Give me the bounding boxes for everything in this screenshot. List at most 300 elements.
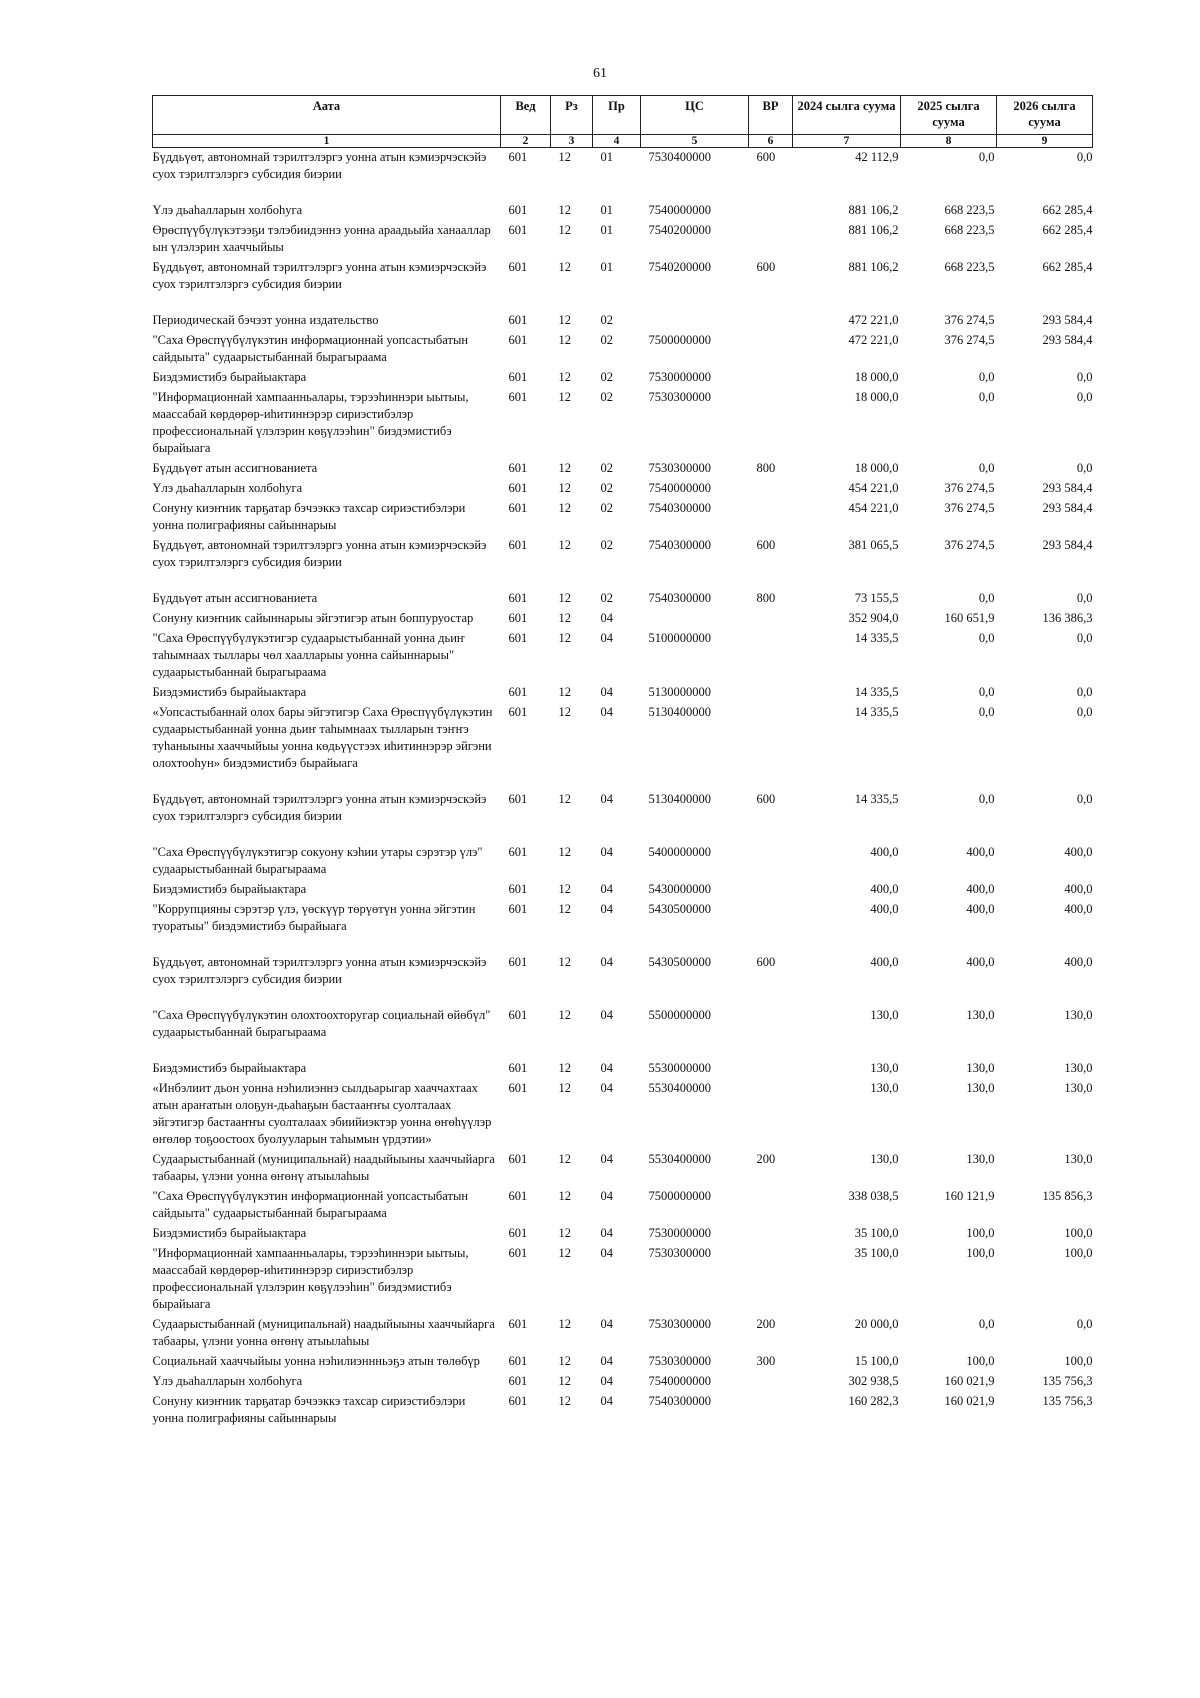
row-cs: 7530000000 (648, 1226, 711, 1240)
row-vr (749, 843, 793, 880)
row-rz: 12 (558, 1374, 571, 1388)
row-amount-2025: 0,0 (978, 1317, 995, 1331)
row-ved: 601 (508, 260, 528, 274)
row-amount-2024: 400,0 (870, 955, 899, 969)
row-amount-2025: 0,0 (978, 705, 995, 719)
row-pr: 04 (600, 1081, 613, 1095)
row-rz: 12 (558, 1394, 571, 1408)
row-rz: 12 (558, 1008, 571, 1022)
row-amount-2026: 100,0 (1064, 1226, 1093, 1240)
row-vr (749, 629, 793, 683)
row-ved: 601 (508, 1226, 528, 1240)
row-ved: 601 (508, 955, 528, 969)
row-amount-2026: 130,0 (1064, 1081, 1093, 1095)
row-ved: 601 (508, 1374, 528, 1388)
row-cs: 7540300000 (648, 538, 711, 552)
row-amount-2024: 130,0 (870, 1152, 899, 1166)
row-pr: 02 (600, 538, 613, 552)
column-number: 7 (793, 135, 901, 148)
row-vr: 600 (756, 150, 776, 164)
row-amount-2025: 0,0 (978, 685, 995, 699)
row-ved: 601 (508, 313, 528, 327)
row-amount-2025: 0,0 (978, 792, 995, 806)
row-rz: 12 (558, 538, 571, 552)
row-cs: 7530400000 (648, 150, 711, 164)
table-row (153, 790, 1093, 843)
row-rz: 12 (558, 1152, 571, 1166)
row-amount-2024: 35 100,0 (854, 1226, 899, 1240)
row-amount-2026: 100,0 (1064, 1246, 1093, 1260)
row-vr (749, 499, 793, 536)
table-row (153, 589, 1093, 609)
row-amount-2026: 0,0 (1076, 370, 1093, 384)
row-amount-2024: 472 221,0 (848, 313, 899, 327)
row-amount-2025: 0,0 (978, 370, 995, 384)
row-rz: 12 (558, 501, 571, 515)
row-cs: 5130000000 (648, 685, 711, 699)
row-amount-2026: 136 386,3 (1042, 611, 1093, 625)
row-amount-2025: 160 021,9 (944, 1374, 995, 1388)
row-amount-2026: 0,0 (1076, 705, 1093, 719)
row-amount-2024: 472 221,0 (848, 333, 899, 347)
row-amount-2025: 160 121,9 (944, 1189, 995, 1203)
row-pr: 02 (600, 501, 613, 515)
row-pr: 04 (600, 1008, 613, 1022)
header-year-2026: 2026 сылга суума (997, 96, 1093, 135)
table-row (153, 1372, 1093, 1392)
row-ved: 601 (508, 845, 528, 859)
row-amount-2025: 376 274,5 (944, 538, 995, 552)
table-row (153, 499, 1093, 536)
row-amount-2026: 293 584,4 (1042, 313, 1093, 327)
row-rz: 12 (558, 1226, 571, 1240)
column-number: 9 (997, 135, 1093, 148)
row-amount-2024: 14 335,5 (854, 705, 899, 719)
row-name: "Саха Өрөспүүбүлүкэтигэр сокуону кэһии утары сэрэтэр үлэ" судаарыстыбаннай бырагыраама (152, 845, 483, 876)
row-amount-2026: 293 584,4 (1042, 501, 1093, 515)
row-amount-2024: 454 221,0 (848, 501, 899, 515)
row-vr (749, 1392, 793, 1429)
row-pr: 04 (600, 1189, 613, 1203)
row-name: "Саха Өрөспүүбүлүкэтигэр судаарыстыбаннай уонна дьиҥ таһымнаах тыллары чөл хаалларыы уонна сайыннарыы" судаарыстыбаннай бырагыраама (152, 631, 465, 679)
row-amount-2025: 130,0 (966, 1061, 995, 1075)
row-amount-2026: 400,0 (1064, 882, 1093, 896)
row-ved: 601 (508, 1061, 528, 1075)
table-row (153, 459, 1093, 479)
row-amount-2025: 400,0 (966, 882, 995, 896)
table-row (153, 536, 1093, 589)
row-amount-2026: 0,0 (1076, 150, 1093, 164)
table-row (153, 900, 1093, 953)
page-number: 61 (593, 66, 607, 81)
row-cs: 7540300000 (648, 591, 711, 605)
row-rz: 12 (558, 390, 571, 404)
table-row (153, 1079, 1093, 1150)
row-vr (749, 331, 793, 368)
row-ved: 601 (508, 902, 528, 916)
row-amount-2025: 668 223,5 (944, 223, 995, 237)
row-vr (749, 703, 793, 790)
row-rz: 12 (558, 1081, 571, 1095)
row-ved: 601 (508, 481, 528, 495)
row-cs: 7500000000 (648, 1189, 711, 1203)
row-rz: 12 (558, 882, 571, 896)
row-amount-2026: 130,0 (1064, 1061, 1093, 1075)
row-vr (749, 388, 793, 459)
table-row (153, 148, 1093, 202)
row-amount-2025: 400,0 (966, 955, 995, 969)
row-amount-2024: 454 221,0 (848, 481, 899, 495)
table-row (153, 843, 1093, 880)
header-year-2024: 2024 сылга суума (793, 96, 901, 135)
row-pr: 04 (600, 955, 613, 969)
row-pr: 04 (600, 705, 613, 719)
row-pr: 04 (600, 685, 613, 699)
row-ved: 601 (508, 631, 528, 645)
row-cs: 5530400000 (648, 1081, 711, 1095)
row-name: "Информационнай хампаанньалары, тэрээһиннэри ыытыы, маассабай көрдөрөр-иһитиннэрэр сириэстибэлэр профессиональнай үлэлэрин көҕүлээһин" биэдэмистибэ бырайыага (152, 390, 469, 455)
row-amount-2025: 160 021,9 (944, 1394, 995, 1408)
row-amount-2025: 0,0 (978, 631, 995, 645)
table-row (153, 1059, 1093, 1079)
row-vr (749, 1187, 793, 1224)
row-name: Үлэ дьаһалларын холбоһуга (152, 481, 303, 495)
row-cs: 7530300000 (648, 1317, 711, 1331)
row-rz: 12 (558, 203, 571, 217)
row-amount-2025: 160 651,9 (944, 611, 995, 625)
row-ved: 601 (508, 611, 528, 625)
header-name: Аата (153, 96, 501, 135)
row-pr: 04 (600, 611, 613, 625)
row-amount-2025: 0,0 (978, 150, 995, 164)
row-cs: 7530300000 (648, 461, 711, 475)
row-cs: 5400000000 (648, 845, 711, 859)
row-name: Судаарыстыбаннай (муниципальнай) наадыйыыны хааччыйарга табаары, үлэни уонна өҥөнү атыылаһыы (152, 1317, 495, 1348)
row-rz: 12 (558, 370, 571, 384)
row-amount-2026: 400,0 (1064, 845, 1093, 859)
row-name: Сонуну киэҥник тарҕатар бэчээккэ тахсар сириэстибэлэри уонна полиграфияны сайыннарыы (152, 1394, 466, 1425)
row-ved: 601 (508, 591, 528, 605)
column-number: 4 (593, 135, 641, 148)
row-pr: 04 (600, 1152, 613, 1166)
row-vr (749, 1079, 793, 1150)
row-ved: 601 (508, 203, 528, 217)
row-pr: 04 (600, 882, 613, 896)
row-amount-2025: 0,0 (978, 461, 995, 475)
row-pr: 04 (600, 1246, 613, 1260)
column-number: 6 (749, 135, 793, 148)
row-ved: 601 (508, 1081, 528, 1095)
row-pr: 04 (600, 1374, 613, 1388)
row-rz: 12 (558, 1354, 571, 1368)
row-vr: 600 (756, 260, 776, 274)
table-row (153, 683, 1093, 703)
row-amount-2025: 130,0 (966, 1008, 995, 1022)
row-cs: 5130400000 (648, 705, 711, 719)
row-vr (749, 1372, 793, 1392)
row-pr: 04 (600, 631, 613, 645)
row-amount-2024: 160 282,3 (848, 1394, 899, 1408)
table-row (153, 1392, 1093, 1429)
row-amount-2025: 0,0 (978, 390, 995, 404)
row-pr: 02 (600, 333, 613, 347)
row-rz: 12 (558, 333, 571, 347)
row-rz: 12 (558, 611, 571, 625)
row-amount-2025: 100,0 (966, 1246, 995, 1260)
row-amount-2024: 35 100,0 (854, 1246, 899, 1260)
row-cs: 5100000000 (648, 631, 711, 645)
row-name: Бүддьүөт атын ассигнованиета (152, 461, 318, 475)
row-rz: 12 (558, 461, 571, 475)
row-rz: 12 (558, 1189, 571, 1203)
row-ved: 601 (508, 1317, 528, 1331)
row-vr (749, 900, 793, 953)
row-amount-2026: 662 285,4 (1042, 223, 1093, 237)
row-vr (749, 880, 793, 900)
row-cs: 5130400000 (648, 792, 711, 806)
row-rz: 12 (558, 902, 571, 916)
row-cs: 7530300000 (648, 390, 711, 404)
row-ved: 601 (508, 150, 528, 164)
row-name: Өрөспүүбүлүкэтээҕи тэлэбиидэннэ уонна араадьыйа ханааллар ын үлэлэрин хааччыйыы (152, 223, 491, 254)
row-pr: 01 (600, 223, 613, 237)
row-rz: 12 (558, 1317, 571, 1331)
row-amount-2024: 400,0 (870, 882, 899, 896)
row-vr: 600 (756, 955, 776, 969)
row-vr (749, 201, 793, 221)
row-amount-2025: 100,0 (966, 1354, 995, 1368)
row-amount-2024: 14 335,5 (854, 685, 899, 699)
row-amount-2025: 668 223,5 (944, 203, 995, 217)
header-ved: Вед (501, 96, 551, 135)
header-year-2025: 2025 сылга суума (901, 96, 997, 135)
row-ved: 601 (508, 1354, 528, 1368)
row-vr: 300 (756, 1354, 776, 1368)
row-amount-2024: 302 938,5 (848, 1374, 899, 1388)
row-amount-2025: 400,0 (966, 845, 995, 859)
row-amount-2025: 376 274,5 (944, 501, 995, 515)
row-amount-2024: 14 335,5 (854, 792, 899, 806)
row-cs: 5430000000 (648, 882, 711, 896)
row-name: Биэдэмистибэ бырайыактара (152, 1061, 307, 1075)
row-cs: 7540300000 (648, 1394, 711, 1408)
row-amount-2026: 293 584,4 (1042, 481, 1093, 495)
table-row (153, 1352, 1093, 1372)
row-name: "Информационнай хампаанньалары, тэрээһиннэри ыытыы, маассабай көрдөрөр-иһитиннэрэр сириэстибэлэр профессиональнай үлэлэрин көҕүлээһин" биэдэмистибэ бырайыага (152, 1246, 469, 1311)
row-cs: 7540000000 (648, 1374, 711, 1388)
row-name: Бүддьүөт, автономнай тэрилтэлэргэ уонна атын кэмиэрчэскэйэ суох тэрилтэлэргэ субсидия биэрии (152, 538, 487, 569)
row-amount-2026: 293 584,4 (1042, 538, 1093, 552)
row-cs: 7540300000 (648, 501, 711, 515)
row-cs: 5530000000 (648, 1061, 711, 1075)
row-pr: 01 (600, 260, 613, 274)
row-amount-2024: 400,0 (870, 902, 899, 916)
row-amount-2024: 352 904,0 (848, 611, 899, 625)
row-amount-2024: 18 000,0 (854, 461, 899, 475)
row-cs: 5430500000 (648, 955, 711, 969)
row-amount-2026: 100,0 (1064, 1354, 1093, 1368)
header-vr: ВР (749, 96, 793, 135)
row-rz: 12 (558, 685, 571, 699)
row-amount-2026: 0,0 (1076, 685, 1093, 699)
row-rz: 12 (558, 955, 571, 969)
row-amount-2025: 130,0 (966, 1081, 995, 1095)
row-amount-2024: 881 106,2 (848, 203, 899, 217)
row-amount-2024: 130,0 (870, 1008, 899, 1022)
row-vr: 800 (756, 591, 776, 605)
row-name: «Уопсастыбаннай олох бары эйгэтигэр Саха Өрөспүүбүлүкэтин судаарыстыбаннай уонна дьиҥ таһымнаах тылларын тэҥҥэ туһаныыны хааччыйыы уонна көдьүүстээх иһитиннэрэр эйгэни олохтооһун» биэдэмистибэ бырайыага (152, 705, 493, 770)
row-rz: 12 (558, 223, 571, 237)
row-name: Социальнай хааччыйыы уонна нэһилиэннньэҕэ атын төлөбүр (152, 1354, 480, 1368)
row-vr (749, 221, 793, 258)
row-pr: 01 (600, 150, 613, 164)
row-amount-2026: 0,0 (1076, 1317, 1093, 1331)
table-body (153, 148, 1093, 1430)
table-row (153, 368, 1093, 388)
table-header (153, 96, 1093, 148)
row-vr: 200 (756, 1152, 776, 1166)
row-cs: 7540200000 (648, 260, 711, 274)
row-pr: 04 (600, 792, 613, 806)
row-pr: 01 (600, 203, 613, 217)
column-number: 3 (551, 135, 593, 148)
row-amount-2024: 73 155,5 (854, 591, 899, 605)
budget-table (152, 95, 1093, 1429)
row-amount-2026: 662 285,4 (1042, 203, 1093, 217)
row-pr: 02 (600, 390, 613, 404)
table-row (153, 201, 1093, 221)
row-ved: 601 (508, 792, 528, 806)
table-row (153, 1006, 1093, 1059)
row-amount-2025: 376 274,5 (944, 481, 995, 495)
row-pr: 04 (600, 902, 613, 916)
row-amount-2025: 400,0 (966, 902, 995, 916)
row-amount-2024: 381 065,5 (848, 538, 899, 552)
row-rz: 12 (558, 845, 571, 859)
row-amount-2024: 42 112,9 (855, 150, 899, 164)
row-ved: 601 (508, 370, 528, 384)
table-row (153, 1244, 1093, 1315)
row-amount-2026: 0,0 (1076, 390, 1093, 404)
table-row (153, 331, 1093, 368)
row-name: "Саха Өрөспүүбүлүкэтин олохтоохторугар социальнай өйөбүл" судаарыстыбаннай бырагыраама (152, 1008, 491, 1039)
row-rz: 12 (558, 591, 571, 605)
row-ved: 601 (508, 461, 528, 475)
row-amount-2024: 18 000,0 (854, 390, 899, 404)
row-name: "Коррупцияны сэрэтэр үлэ, үөскүүр төрүөтүн уонна эйгэтин туоратыы" биэдэмистибэ бырайыага (152, 902, 476, 933)
header-pr: Пр (593, 96, 641, 135)
column-number: 1 (153, 135, 501, 148)
table-row (153, 1187, 1093, 1224)
table-row (153, 1224, 1093, 1244)
row-amount-2024: 18 000,0 (854, 370, 899, 384)
row-pr: 04 (600, 1354, 613, 1368)
row-cs: 7530300000 (648, 1246, 711, 1260)
row-ved: 601 (508, 882, 528, 896)
row-amount-2024: 14 335,5 (854, 631, 899, 645)
row-amount-2025: 668 223,5 (944, 260, 995, 274)
row-pr: 02 (600, 313, 613, 327)
row-vr (749, 479, 793, 499)
row-amount-2026: 400,0 (1064, 955, 1093, 969)
row-amount-2026: 400,0 (1064, 902, 1093, 916)
row-pr: 04 (600, 1394, 613, 1408)
row-cs: 7540000000 (648, 203, 711, 217)
row-amount-2026: 662 285,4 (1042, 260, 1093, 274)
row-pr: 02 (600, 481, 613, 495)
column-number: 2 (501, 135, 551, 148)
row-cs: 7530000000 (648, 370, 711, 384)
row-name: Сонуну киэҥник тарҕатар бэчээккэ тахсар сириэстибэлэри уонна полиграфияны сайыннарыы (152, 501, 466, 532)
row-name: Үлэ дьаһалларын холбоһуга (152, 1374, 303, 1388)
row-name: Биэдэмистибэ бырайыактара (152, 370, 307, 384)
row-name: «Инбэлиит дьон уонна нэһилиэннэ сылдьарыгар хааччахтаах атын араҥатын олоҕун-дьаһаҕын бастааҥҥы суолталаах эйгэтигэр бастааҥҥы суолталаах эбиийиэктэр уонна өҥөһүүлэр өҥөлөр тоҕоостоох буолууларын таһымын үрдэтии» (152, 1081, 492, 1146)
row-ved: 601 (508, 685, 528, 699)
row-rz: 12 (558, 1061, 571, 1075)
row-vr (749, 1006, 793, 1059)
column-number: 5 (641, 135, 749, 148)
row-amount-2026: 0,0 (1076, 792, 1093, 806)
row-rz: 12 (558, 705, 571, 719)
row-name: Судаарыстыбаннай (муниципальнай) наадыйыыны хааччыйарга табаары, үлэни уонна өҥөнү атыылаһыы (152, 1152, 495, 1183)
row-vr (749, 1244, 793, 1315)
row-name: Бүддьүөт, автономнай тэрилтэлэргэ уонна атын кэмиэрчэскэйэ суох тэрилтэлэргэ субсидия биэрии (152, 260, 487, 291)
row-vr: 200 (756, 1317, 776, 1331)
row-vr: 600 (756, 538, 776, 552)
row-ved: 601 (508, 501, 528, 515)
row-ved: 601 (508, 390, 528, 404)
row-name: Сонуну киэҥник сайыннарыы эйгэтигэр атын боппуруостар (152, 611, 474, 625)
table-row (153, 258, 1093, 311)
row-ved: 601 (508, 1246, 528, 1260)
table-row (153, 311, 1093, 331)
row-pr: 04 (600, 1317, 613, 1331)
row-name: Бүддьүөт, автономнай тэрилтэлэргэ уонна атын кэмиэрчэскэйэ суох тэрилтэлэргэ субсидия биэрии (152, 792, 487, 823)
row-cs: 5430500000 (648, 902, 711, 916)
row-amount-2025: 130,0 (966, 1152, 995, 1166)
row-amount-2024: 881 106,2 (848, 260, 899, 274)
table-row (153, 479, 1093, 499)
row-amount-2025: 100,0 (966, 1226, 995, 1240)
row-rz: 12 (558, 260, 571, 274)
row-name: Биэдэмистибэ бырайыактара (152, 685, 307, 699)
row-amount-2024: 15 100,0 (854, 1354, 899, 1368)
row-cs: 5500000000 (648, 1008, 711, 1022)
row-cs: 7540000000 (648, 481, 711, 495)
row-pr: 02 (600, 591, 613, 605)
row-name: Үлэ дьаһалларын холбоһуга (152, 203, 303, 217)
row-pr: 04 (600, 845, 613, 859)
row-amount-2025: 376 274,5 (944, 333, 995, 347)
row-vr (749, 1059, 793, 1079)
row-cs: 7530300000 (648, 1354, 711, 1368)
table-row (153, 1150, 1093, 1187)
row-amount-2025: 376 274,5 (944, 313, 995, 327)
row-rz: 12 (558, 150, 571, 164)
row-ved: 601 (508, 538, 528, 552)
row-pr: 04 (600, 1061, 613, 1075)
row-amount-2026: 135 856,3 (1042, 1189, 1093, 1203)
row-amount-2024: 338 038,5 (848, 1189, 899, 1203)
row-name: Бүддьүөт, автономнай тэрилтэлэргэ уонна атын кэмиэрчэскэйэ суох тэрилтэлэргэ субсидия биэрии (152, 150, 487, 181)
row-ved: 601 (508, 1189, 528, 1203)
table-row (153, 1315, 1093, 1352)
row-name: Биэдэмистибэ бырайыактара (152, 1226, 307, 1240)
table-row (153, 388, 1093, 459)
row-amount-2026: 0,0 (1076, 591, 1093, 605)
row-ved: 601 (508, 1394, 528, 1408)
row-vr: 600 (756, 792, 776, 806)
